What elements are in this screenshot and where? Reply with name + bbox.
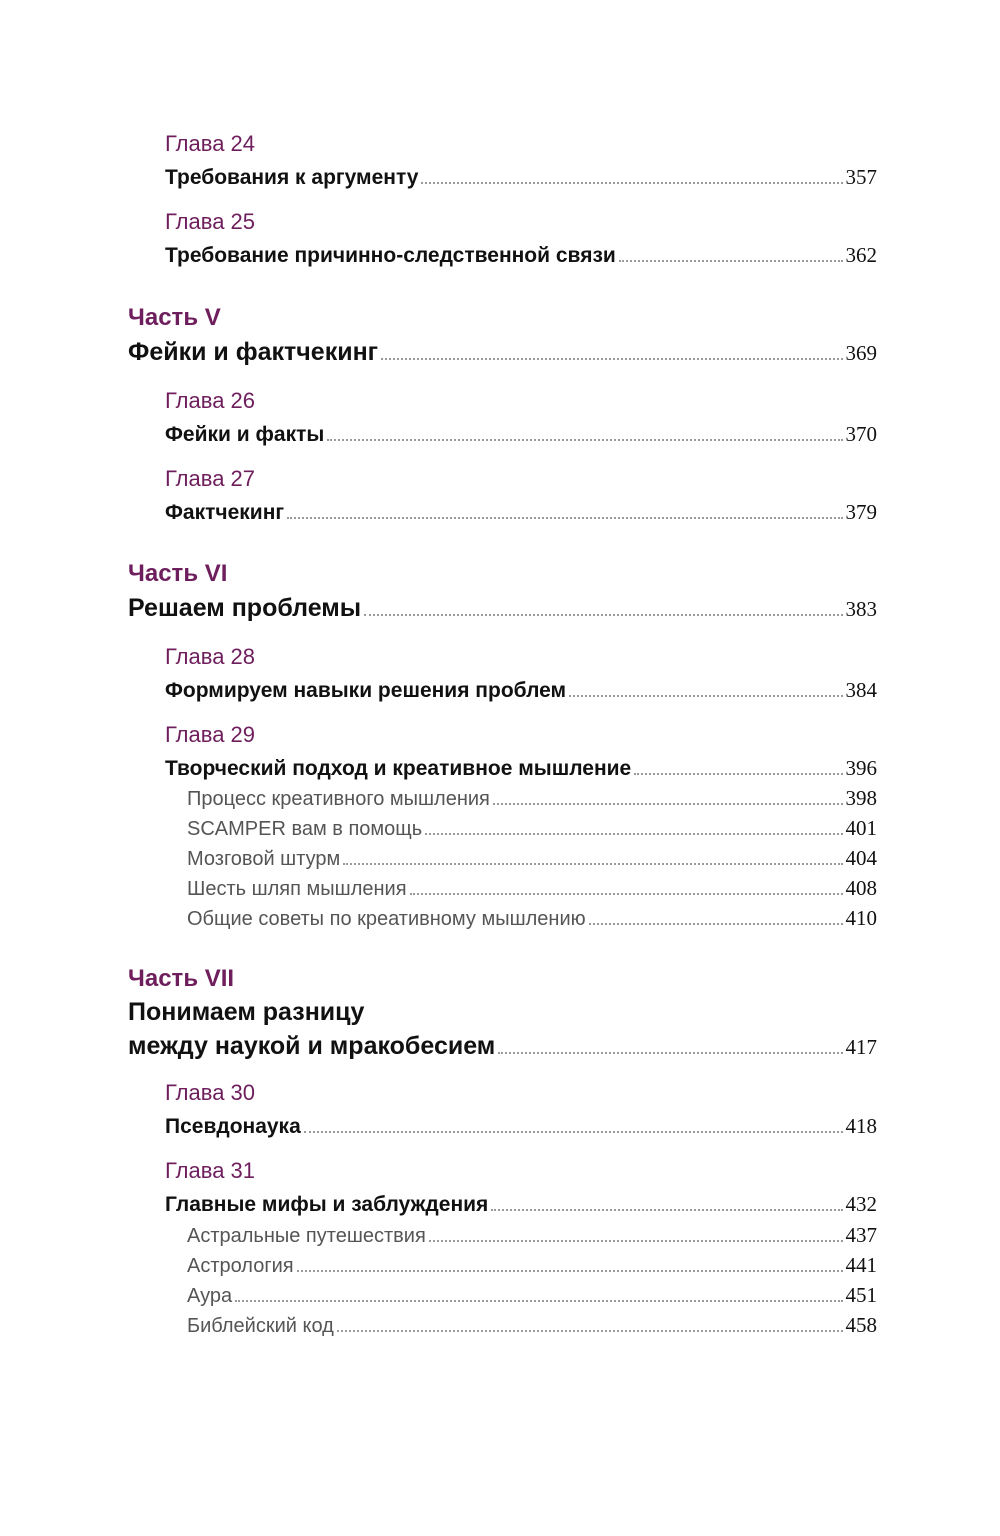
toc-entry[interactable] <box>165 500 877 525</box>
chapter-label: Глава 31 <box>165 1158 256 1183</box>
section-title: Библейский код <box>187 1315 334 1337</box>
toc-section-entry[interactable] <box>187 1253 877 1278</box>
dot-leader <box>421 180 842 184</box>
page-number: 437 <box>845 1223 877 1247</box>
page-number: 408 <box>845 876 877 900</box>
dot-leader <box>327 437 842 441</box>
section-title: Общие советы по креативному мышлению <box>187 908 586 930</box>
dot-leader <box>498 1050 842 1054</box>
toc-section-entry[interactable] <box>187 876 877 901</box>
dot-leader <box>235 1298 842 1302</box>
dot-leader <box>364 612 842 616</box>
toc-section-entry[interactable] <box>187 1313 877 1338</box>
entry-title: Формируем навыки решения проблем <box>165 679 567 702</box>
page-number: 379 <box>845 500 877 524</box>
entry-title: Творческий подход и креативное мышление <box>165 757 632 780</box>
part-title: Решаем проблемы <box>128 594 362 622</box>
chapter-label: Глава 28 <box>165 644 256 669</box>
section-title: Астральные путешествия <box>187 1225 426 1247</box>
dot-leader <box>634 771 842 775</box>
toc-entry[interactable] <box>165 1114 877 1139</box>
dot-leader <box>491 1207 842 1211</box>
entry-title: Требования к аргументу <box>165 166 419 189</box>
dot-leader <box>297 1268 843 1272</box>
part-title-line1: Понимаем разницу <box>128 998 365 1026</box>
section-title: Астрология <box>187 1255 294 1277</box>
toc-section-entry[interactable] <box>187 1223 877 1248</box>
page-number: 417 <box>845 1035 877 1059</box>
toc-entry[interactable] <box>165 1192 877 1217</box>
part-label: Часть VI <box>128 560 228 587</box>
entry-title: Фактчекинг <box>165 501 285 524</box>
chapter-label: Глава 24 <box>165 131 256 156</box>
toc-entry[interactable] <box>165 756 877 781</box>
dot-leader <box>304 1129 843 1133</box>
entry-title: Требование причинно-следственной связи <box>165 244 616 267</box>
section-title: Мозговой штурм <box>187 848 341 870</box>
page-number: 362 <box>845 243 877 267</box>
toc-entry[interactable] <box>165 422 877 447</box>
page-number: 432 <box>845 1192 877 1216</box>
toc-section-entry[interactable] <box>187 846 877 871</box>
page-number: 418 <box>845 1114 877 1138</box>
dot-leader <box>429 1238 843 1242</box>
page-number: 369 <box>845 341 877 365</box>
dot-leader <box>589 921 843 925</box>
dot-leader <box>343 861 842 865</box>
dot-leader <box>569 693 842 697</box>
section-title: Аура <box>187 1285 233 1307</box>
entry-title: Главные мифы и заблуждения <box>165 1193 489 1216</box>
page-number: 458 <box>845 1313 877 1337</box>
entry-title: Псевдонаука <box>165 1115 301 1138</box>
section-title: Шесть шляп мышления <box>187 878 407 900</box>
toc-entry[interactable] <box>165 243 877 268</box>
page-number: 410 <box>845 906 877 930</box>
toc-section-entry[interactable] <box>187 906 877 931</box>
dot-leader <box>425 831 842 835</box>
entry-title: Фейки и факты <box>165 423 325 446</box>
toc-part-entry[interactable] <box>128 594 877 623</box>
part-label: Часть VII <box>128 965 235 992</box>
page-number: 404 <box>845 846 877 870</box>
chapter-label: Глава 27 <box>165 466 256 491</box>
chapter-label: Глава 26 <box>165 388 256 413</box>
page-number: 398 <box>845 786 877 810</box>
chapter-label: Глава 29 <box>165 722 256 747</box>
section-title: Процесс креативного мышления <box>187 788 490 810</box>
part-label: Часть V <box>128 304 221 331</box>
dot-leader <box>410 891 843 895</box>
chapter-label: Глава 30 <box>165 1080 256 1105</box>
dot-leader <box>337 1328 843 1332</box>
chapter-label: Глава 25 <box>165 209 256 234</box>
dot-leader <box>381 356 842 360</box>
dot-leader <box>287 515 842 519</box>
toc-section-entry[interactable] <box>187 1283 877 1308</box>
toc-part-entry[interactable] <box>128 1032 877 1061</box>
toc-entry[interactable] <box>165 165 877 190</box>
dot-leader <box>493 801 843 805</box>
part-title: Фейки и фактчекинг <box>128 338 379 366</box>
toc-section-entry[interactable] <box>187 816 877 841</box>
page-number: 383 <box>845 597 877 621</box>
toc-part-entry[interactable] <box>128 338 877 367</box>
toc-entry[interactable] <box>165 678 877 703</box>
toc-section-entry[interactable] <box>187 786 877 811</box>
part-title-line2: между наукой и мракобесием <box>128 1032 496 1060</box>
page-number: 451 <box>845 1283 877 1307</box>
page-number: 357 <box>845 165 877 189</box>
page-number: 396 <box>845 756 877 780</box>
page-number: 370 <box>845 422 877 446</box>
page-number: 384 <box>845 678 877 702</box>
page-number: 441 <box>845 1253 877 1277</box>
dot-leader <box>619 258 843 262</box>
section-title: SCAMPER вам в помощь <box>187 818 423 840</box>
page-number: 401 <box>845 816 877 840</box>
